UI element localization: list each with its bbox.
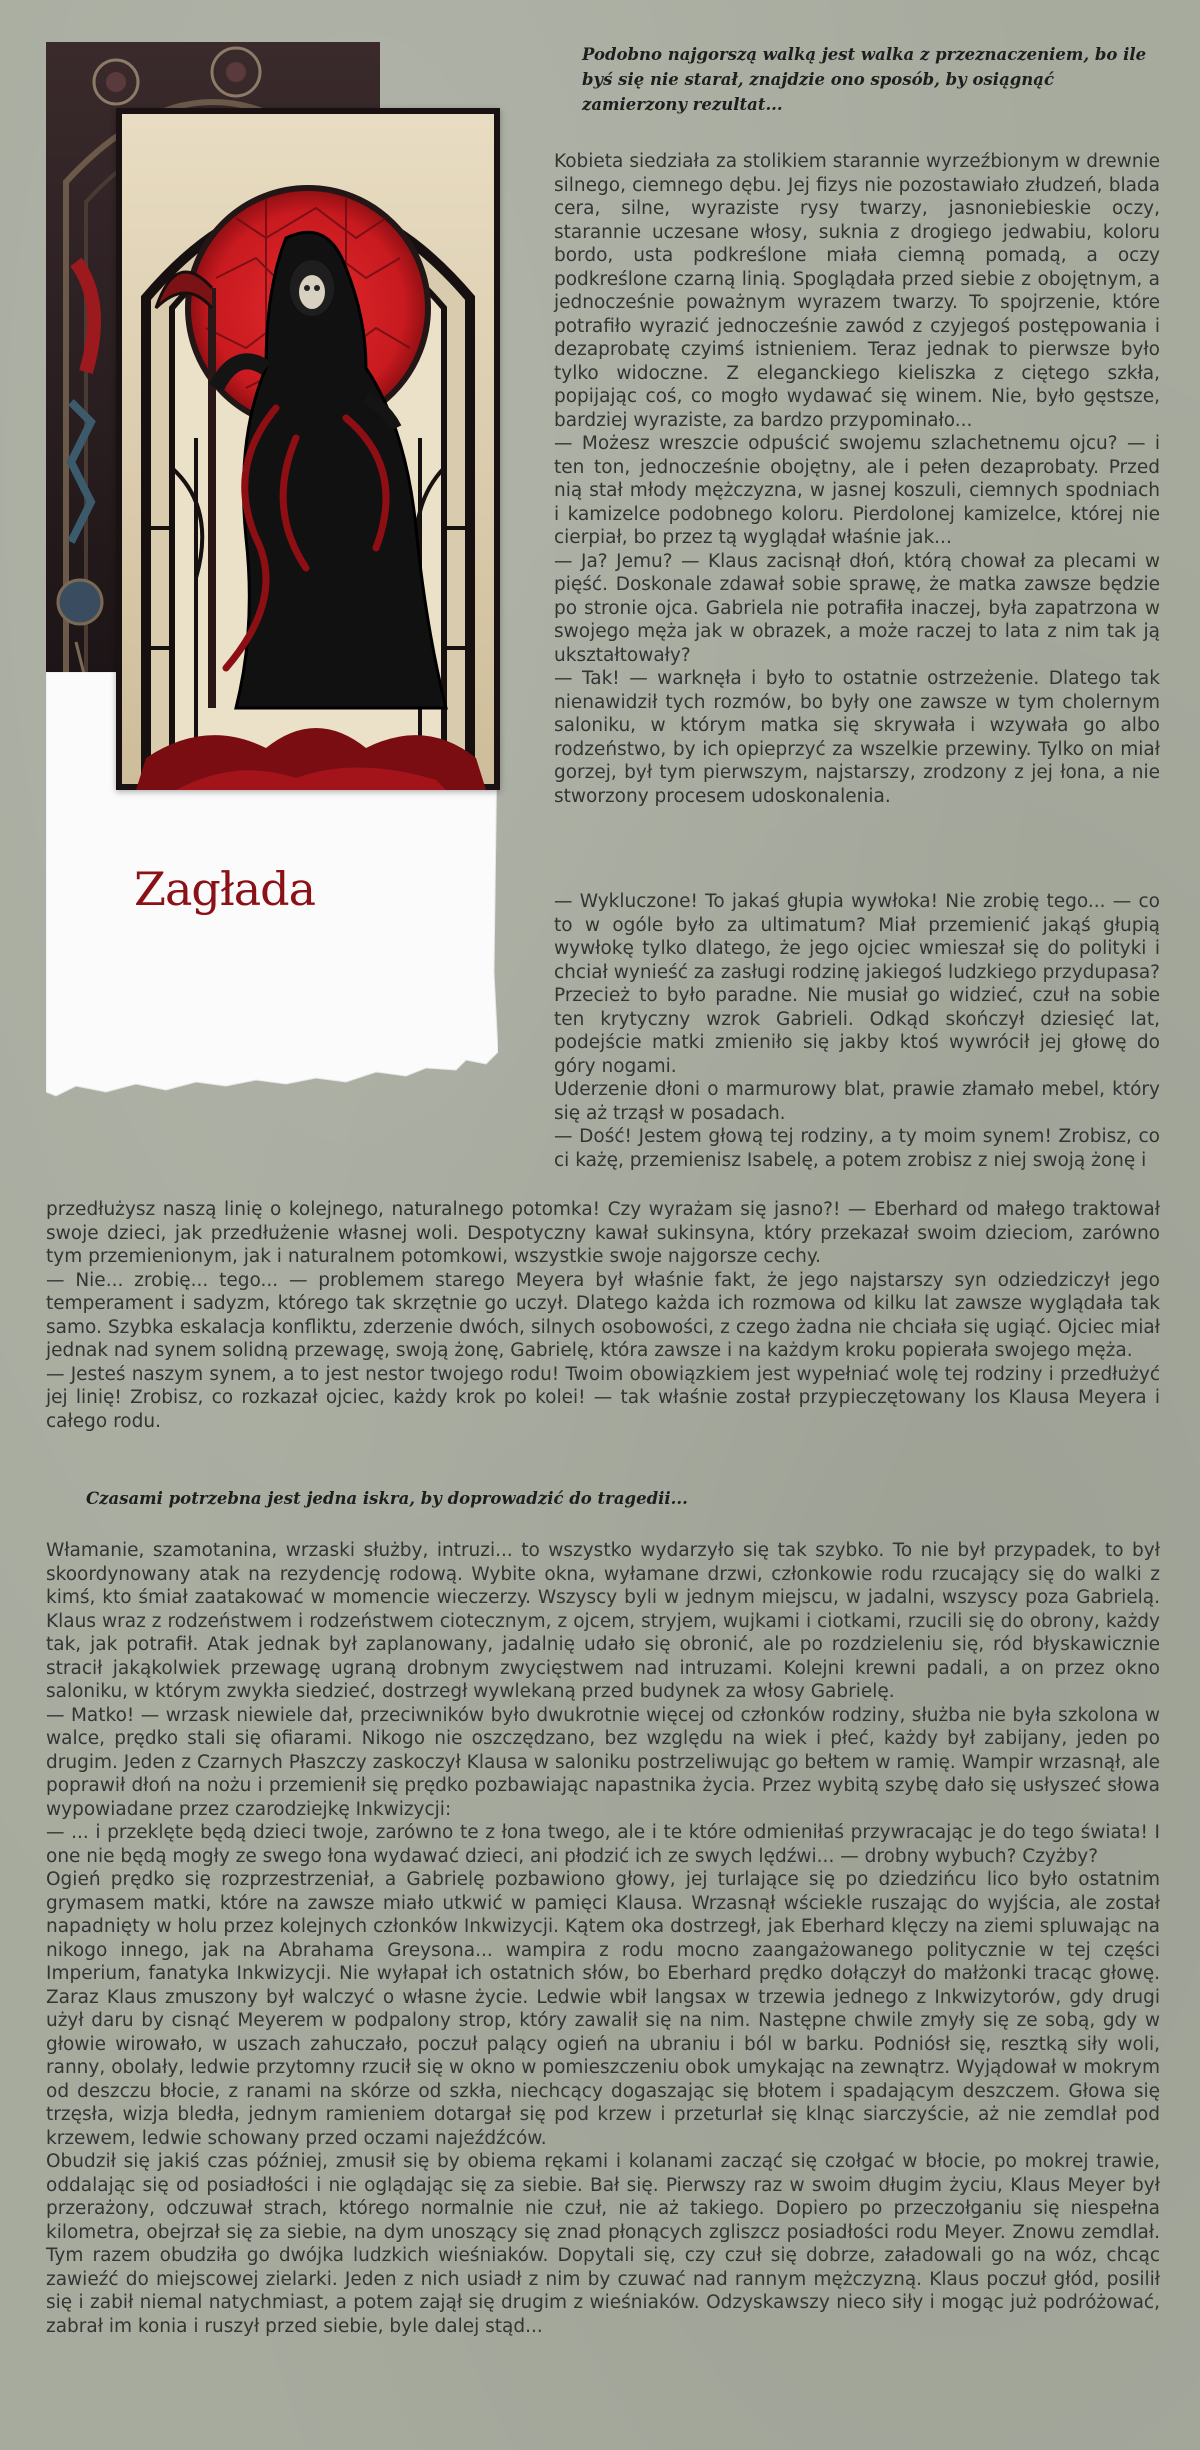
story-section-3 xyxy=(46,1198,1160,1433)
paragraph: — Matko! — wrzask niewiele dał, przeciwników było dwukrotnie więcej od członków rodziny, służba nie była szkolona w walce, prędko stali się ofiarami. Nikogo nie oszczędzano, bez względu na wiek i płeć, każdy był zabijany, jeden po drugim. Jeden z Czarnych Płaszczy zaskoczył Klausa w saloniku postrzeliwując go bełtem w ramię. Wampir wrzasnął, ale poprawił dłoń na nożu i przemienił się prędko pozbawiając napastnika życia. Przez wybitą szybę dało się usłyszeć słowa wypowiadane przez czarodziejkę Inkwizycji: xyxy=(46,1704,1160,1820)
paragraph: Ogień prędko się rozprzestrzeniał, a Gabrielę pozbawiono głowy, jej turlające się po dziedzińcu lico było ostatnim grymasem matki, które na zawsze miało utkwić w pamięci Klausa. Wrzasnął wściekle ruszając do wyjścia, ale został napadnięty w holu przez kolejnych członków Inkwizycji. Kątem oka dostrzegł, jak Eberhard klęczy na ziemi spluwając na nikogo innego, jak na Abrahama Greysona... wampira z rodu mocno zaangażowanego politycznie w tej części Imperium, fanatyka Inkwizycji. Nie wyłapał ich ostatnich słów, bo Eberhard prędko dołączył do małżonki tracąc głowę. Zaraz Klaus zmuszony był walczyć o własne życie. Ledwie wbił langsax w trzewia jednego z Inkwizytorów, gdy drugi użył daru by cisnąć Meyerem w podpalony strop, który zawalił się na nim. Następne chwile zmyły się ze sobą, gdy w głowie wirowało, w uszach zahuczało, poczuł palący ogień na ubraniu i ból w barku. Podniósł się, resztką siły woli, ranny, obolały, ledwie przytomny rzucił się w okno w pomieszczeniu obok umykając na zewnątrz. Wyjądował w mokrym od deszczu błocie, z ranami na skórze od szkła, niechcący dogaszając się błotem i spadającym deszczem. Głowa się trzęsła, wizja bledła, jednym ramieniem dotargał się pod krzew i przeturlał się klnąc siarczyście, aż nie zemdlał pod krzewem, ledwie schowany przed oczami najeźdźców. xyxy=(46,1869,1160,2149)
paragraph: — Ja? Jemu? — Klaus zacisnął dłoń, którą chował za plecami w pięść. Doskonale zdawał sobie sprawę, że matka zawsze będzie po stronie ojca. Gabriela nie potrafiła inaczej, była zapatrzona w swojego męża jak w obrazek, a może raczej to lata z nim tak ją ukształtowały? xyxy=(554,550,1160,666)
paragraph: przedłużysz naszą linię o kolejnego, naturalnego potomka! Czy wyrażam się jasno?! — Eberhard od małego traktował swoje dzieci, jak przedłużenie własnej woli. Despotyczny kawał sukinsyna, który przekazał swoim dzieciom, zarówno tym przemienionym, jak i naturalnem potomkowi, wszystkie swoje najgorsze cechy. xyxy=(46,1199,1160,1267)
paragraph: Obudził się jakiś czas później, zmusił się by obiema rękami i kolanami zacząć się czołgać w błocie, po mokrej trawie, oddalając się od posiadłości i nie oglądając się za siebie. Bał się. Pierwszy raz w swoim długim życiu, Klaus Meyer był przerażony, odczuwał strach, którego normalnie nie czuł, nie aż takiego. Dopiero po przeczołganiu się niespełna kilometra, obejrzał się za siebie, na dym unoszący się znad płonących zgliszcz posiadłości rodu Meyer. Znowu zemdlał. Tym razem obudziła go dwójka ludzkich wieśniaków. Dopytali się, czy czuł się dobrze, załadowali go na wóz, chcąc zawieźć do miejscowej zielarki. Jeden z nich usiadł z nim by czuwać nad rannym mężczyzną. Klaus poczuł głód, posilił się i zabił niemal natychmiast, a potem zajął się drugim z wieśniaków. Odzyskawszy nieco siły i mogąc już podróżować, zabrał im konia i ruszył przed siebie, byle dalej stąd... xyxy=(46,2151,1160,2337)
interlude-quote: Czasami potrzebna jest jedna iskra, by doprowadzić do tragedii... xyxy=(86,1489,688,1508)
paragraph: Kobieta siedziała za stolikiem starannie wyrzeźbionym w drewnie silnego, ciemnego dębu. Jej fizys nie pozostawiało złudzeń, blada cera, silne, wyraziste rysy twarzy, jasnoniebieskie oczy, starannie uczesane włosy, suknia z drogiego jedwabiu, koloru bordo, usta podkreślone miała ciemną pomadą, a oczy podkreślone czarną linią. Spoglądała przed siebie z obojętnym, a jednocześnie poważnym wyrazem twarzy. To spojrzenie, które potrafiło wyrazić jednocześnie zawód z czyjegoś postępowania i dezaprobatę czyimś istnieniem. Teraz jednak to pierwsze było tylko widoczne. Z eleganckiego kieliszka z ciętego szkła, popijając coś, co mogło wydawać się winem. Nie, było gęstsze, bardziej wyraziste, za bardzo przypominało... xyxy=(554,151,1160,431)
paragraph: — ... i przeklęte będą dzieci twoje, zarówno te z łona twego, ale i te które odmieniłaś przywracając je do tego świata! I one nie będą mogły ze swego łona wydawać dzieci, ani płodzić ich ze swych lędźwi... — drobny wybuch? Czyżby? xyxy=(46,1822,1160,1867)
story-section-2 xyxy=(554,890,1160,1172)
paragraph: — Jesteś naszym synem, a to jest nestor twojego rodu! Twoim obowiązkiem jest wypełniać wolę tej rodziny i przedłużyć jej linię! Zrobisz, co rozkazał ojciec, każdy krok po kolei! — tak właśnie został przypieczętowany los Klausa Meyera i całego rodu. xyxy=(46,1363,1160,1432)
story-section-1 xyxy=(554,150,1160,808)
paragraph: — Nie... zrobię... tego... — problemem starego Meyera był właśnie fakt, że jego najstarszy syn odziedziczył jego temperament i sadyzm, którego tak skrzętnie go uczył. Dlatego każda ich rozmowa od kilku lat zawsze wyglądała tak samo. Szybka eskalacja konfliktu, zderzenie dwóch, silnych osobowości, z czego żadna nie chciała się ugiąć. Ojciec miał jednak nad synem solidną przewagę, swoją żonę, Gabrielę, która zawsze i na każdym kroku popierała swojego męża. xyxy=(46,1269,1160,1361)
paragraph: — Tak! — warknęła i było to ostatnie ostrzeżenie. Dlatego tak nienawidził tych rozmów, bo były one zawsze w tym cholernym saloniku, w którym matka się skrywała i wzywała go albo rodzeństwo, by ich opieprzyć za wszelkie przewiny. Tylko on miał gorzej, był tym pierwszym, najstarszy, zrodzony z jej łona, a nie stworzony procesem udoskonalenia. xyxy=(554,668,1160,807)
paragraph: — Wykluczone! To jakaś głupia wywłoka! Nie zrobię tego... — co to w ogóle było za ultimatum? Miał przemienić jakąś głupią wywłokę tylko dlatego, że jego ojciec wmieszał się do polityki i chciał wynieść za zasługi rodzinę jakiegoś ludzkiego przydupasa? Przecież to było paradne. Nie musiał go widzieć, czuł na sobie ten krytyczny wzrok Gabrieli. Odkąd skończył dziesięć lat, podejście matki zmieniło się jakby ktoś wywrócił jej głowę do góry nogami. xyxy=(554,891,1160,1077)
paragraph: Włamanie, szamotanina, wrzaski służby, intruzi... to wszystko wydarzyło się tak szybko. To nie był przypadek, to był skoordynowany atak na rezydencję rodową. Wybite okna, wyłamane drzwi, członkowie rodu rzucający się do walki z kimś, kto śmiał zaatakować w momencie wieczerzy. Wszyscy byli w jednym miejscu, w jadalni, wszyscy poza Gabrielą. Klaus wraz z rodzeństwem i rodzeństwem ciotecznym, z ojcem, stryjem, wujkami i ciotkami, rzucili się do obrony, każdy tak, jak potrafił. Atak jednak był zaplanowany, jadalnię udało się obronić, ale po rozdzieleniu się, ród błyskawicznie stracił jakąkolwiek przewagę ugraną drobnym zwycięstwem nad intruzami. Kolejni krewni padali, a on przez okno saloniku, w którym zwykła siedzieć, dostrzegł wywlekaną przed budynek za włosy Gabrielę. xyxy=(46,1540,1160,1702)
paragraph: — Dość! Jestem głową tej rodziny, a ty moim synem! Zrobisz, co ci każę, przemienisz Isabelę, a potem zrobisz z niej swoją żonę i xyxy=(554,1126,1160,1171)
chapter-title: Zagłada xyxy=(134,862,316,916)
grim-reaper-stained-glass-artwork xyxy=(116,108,500,790)
opening-quote: Podobno najgorszą walką jest walka z przeznaczeniem, bo ile byś się nie starał, znajdzie ono sposób, by osiągnąć zamierzony rezultat... xyxy=(582,45,1147,114)
story-section-4 xyxy=(46,1539,1160,2338)
paragraph: Uderzenie dłoni o marmurowy blat, prawie złamało mebel, który się aż trząsł w posadach. xyxy=(554,1079,1160,1124)
paragraph: — Możesz wreszcie odpuścić swojemu szlachetnemu ojcu? — i ten ton, jednocześnie obojętny, ale i pełen dezaprobaty. Przed nią stał młody mężczyzna, w jasnej koszuli, ciemnych spodniach i kamizelce podobnego koloru. Pierdolonej kamizelce, której nie cierpiał, bo przez tą wyglądał właśnie jak... xyxy=(554,433,1160,548)
